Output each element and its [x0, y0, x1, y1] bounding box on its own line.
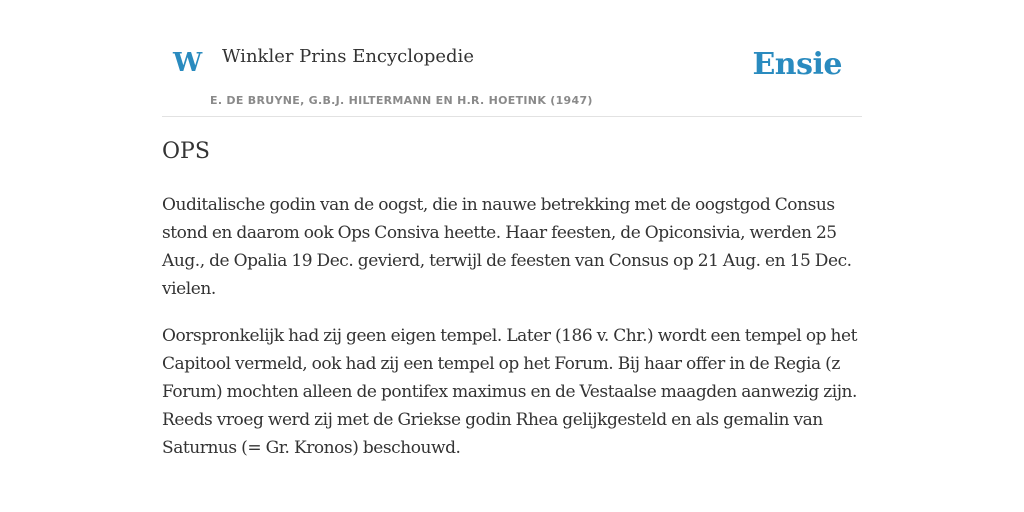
source-logo-icon[interactable]: W	[173, 48, 203, 78]
entry-title: OPS	[162, 139, 210, 164]
source-header	[162, 0, 862, 117]
entry-body	[162, 191, 862, 462]
entry-paragraph: Ouditalische godin van de oogst, die in nauwe betrekking met de oogstgod Consus stond en daarom ook Ops Consiva heette. Haar feesten, de Opiconsivia, werden 25 Aug., de Opalia 19 Dec. gevierd, terwijl de feesten van Consus op 21 Aug. en 15 Dec. vielen.	[162, 194, 852, 299]
source-authors: E. DE BRUYNE, G.B.J. HILTERMANN EN H.R. HOETINK (1947)	[210, 94, 593, 107]
brand-logo[interactable]: Ensie	[752, 47, 842, 82]
article	[162, 138, 862, 481]
entry-paragraph: Oorspronkelijk had zij geen eigen tempel. Later (186 v. Chr.) wordt een tempel op het Capitool vermeld, ook had zij een tempel op het Forum. Bij haar offer in de Regia (z Forum) mochten alleen de pontifex maximus en de Vestaalse maagden aanwezig zijn. Reeds vroeg werd zij met de Griekse godin Rhea gelijkgesteld en als gemalin van Saturnus (= Gr. Kronos) beschouwd.	[162, 325, 858, 458]
source-title[interactable]: Winkler Prins Encyclopedie	[222, 46, 474, 67]
